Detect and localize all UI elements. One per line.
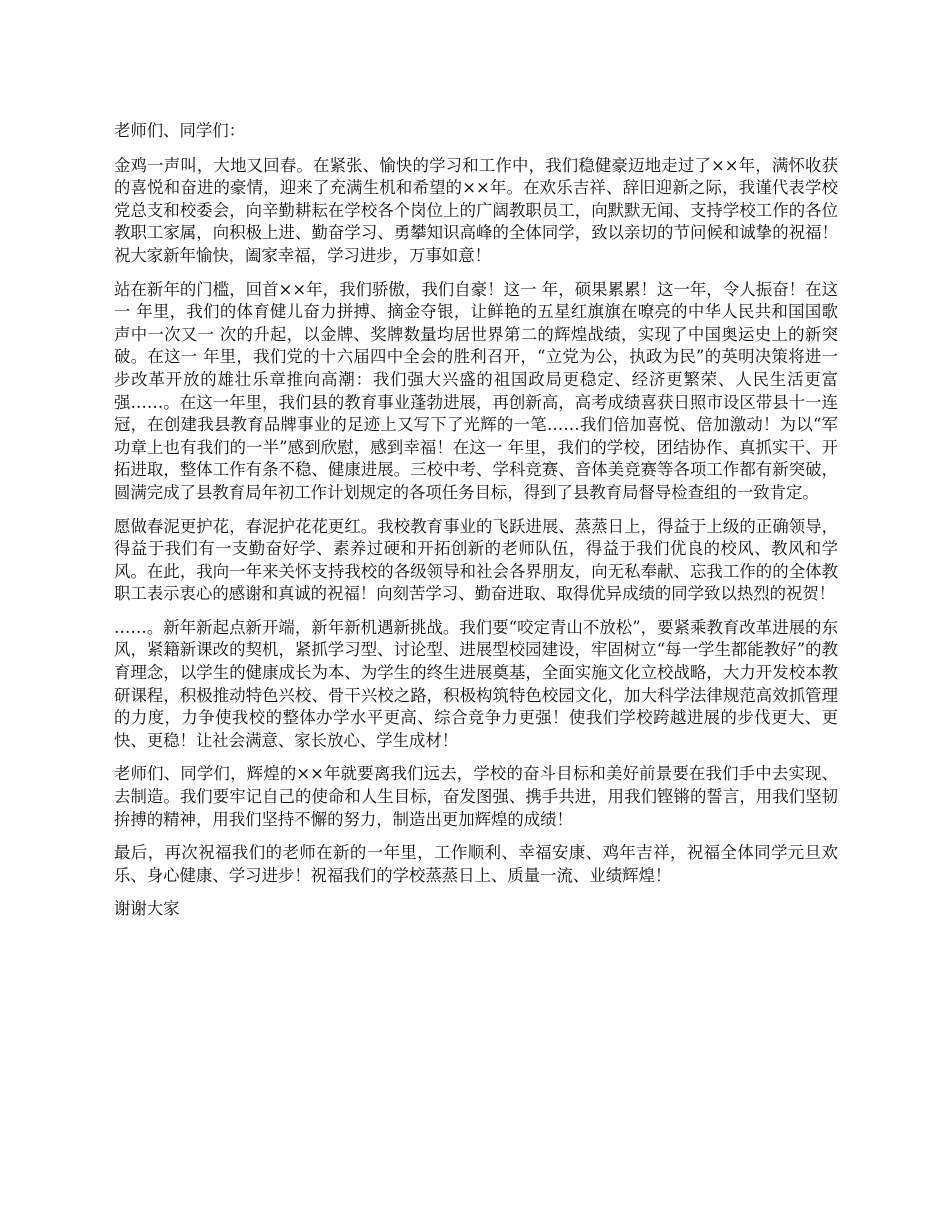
closing-thanks: 谢谢大家: [114, 899, 180, 919]
paragraph-call-to-action: 老师们、同学们，辉煌的××年就要离我们远去，学校的奋斗目标和美好前景要在我们手中去实现、去制造。我们要牢记自己的使命和人生目标，奋发图强、携手共进，用我们铿锵的誓言，用我们坚韧拚搏的精神，用我们坚持不懈的努力，制造出更加辉煌的成绩！: [114, 764, 838, 829]
paragraph-year-review: 站在新年的门槛，回首××年，我们骄傲，我们自豪！这一 年，硕果累累！这一年，令人振奋！在这一 年里，我们的体育健儿奋力拼搏、摘金夺银，让鲜艳的五星红旗旗在嘹亮的中华人民共和国国歌声中一次又一 次的升起，以金牌、奖牌数量均居世界第二的辉煌战绩，实现了中国奥运史上的新突破。在这一 年里，我们党的十六届四中全会的胜利召开，“立党为公，执政为民”的英明决策将进一步改革开放的雄壮乐章推向高潮：我们强大兴盛的祖国政局更稳定、经济更繁荣、人民生活更富强……。在这一年里，我们县的教育事业蓬勃进展，再创新高，高考成绩喜获日照市设区带县十一连冠，在创建我县教育品牌事业的足迹上又写下了光辉的一笔……我们倍加喜悦、倍加激动！为以“军功章上也有我们的一半”感到欣慰，感到幸福！在这一 年里，我们的学校，团结协作、真抓实干、开拓进取，整体工作有条不稳、健康进展。三校中考、学科竞赛、音体美竞赛等各项工作都有新突破，圆满完成了县教育局年初工作计划规定的各项任务目标，得到了县教育局督导检查组的一致肯定。: [114, 279, 838, 502]
document-page: [114, 120, 838, 921]
paragraph-gratitude: 愿做春泥更护花，春泥护花花更红。我校教育事业的飞跃进展、蒸蒸日上，得益于上级的正确领导，得益于我们有一支勤奋好学、素养过硬和开拓创新的老师队伍，得益于我们优良的校风、教风和学风。在此，我向一年来关怀支持我校的各级领导和社会各界朋友，向无私奉献、忘我工作的的全体教职工表示衷心的感谢和真诚的祝福！向刻苦学习、勤奋进取、取得优异成绩的同学致以热烈的祝贺！: [114, 516, 838, 604]
paragraph-new-goals: ……。新年新起点新开端，新年新机遇新挑战。我们要“咬定青山不放松”，要紧乘教育改革进展的东风，紧籍新课改的契机，紧抓学习型、讨论型、进展型校园建设，牢固树立“每一学生都能教好”的教育理念，以学生的健康成长为本、为学生的终生进展奠基，全面实施文化立校战略，大力开发校本教研课程，积极推动特色兴校、骨干兴校之路，积极构筑特色校园文化，加大科学法律规范高效抓管理的力度，力争使我校的整体办学水平更高、综合竞争力更强！使我们学校跨越进展的步伐更大、更快、更稳！让社会满意、家长放心、学生成材！: [114, 617, 838, 750]
paragraph-new-year-greeting: 金鸡一声叫，大地又回春。在紧张、愉快的学习和工作中，我们稳健豪迈地走过了××年，满怀收获的喜悦和奋进的豪情，迎来了充满生机和希望的××年。在欢乐吉祥、辞旧迎新之际，我谨代表学校党总支和校委会，向辛勤耕耘在学校各个岗位上的广阔教职员工，向默默无闻、支持学校工作的各位教职工家属，向积极上进、勤奋学习、勇攀知识高峰的全体同学，致以亲切的节问候和诚挚的祝福！祝大家新年愉快，阖家幸福，学习进步，万事如意！: [114, 155, 838, 265]
paragraph-final-wishes: 最后，再次祝福我们的老师在新的一年里，工作顺利、幸福安康、鸡年吉祥，祝福全体同学元旦欢乐、身心健康、学习进步！祝福我们的学校蒸蒸日上、质量一流、业绩辉煌！: [114, 843, 838, 885]
salutation: 老师们、同学们：: [114, 121, 246, 140]
